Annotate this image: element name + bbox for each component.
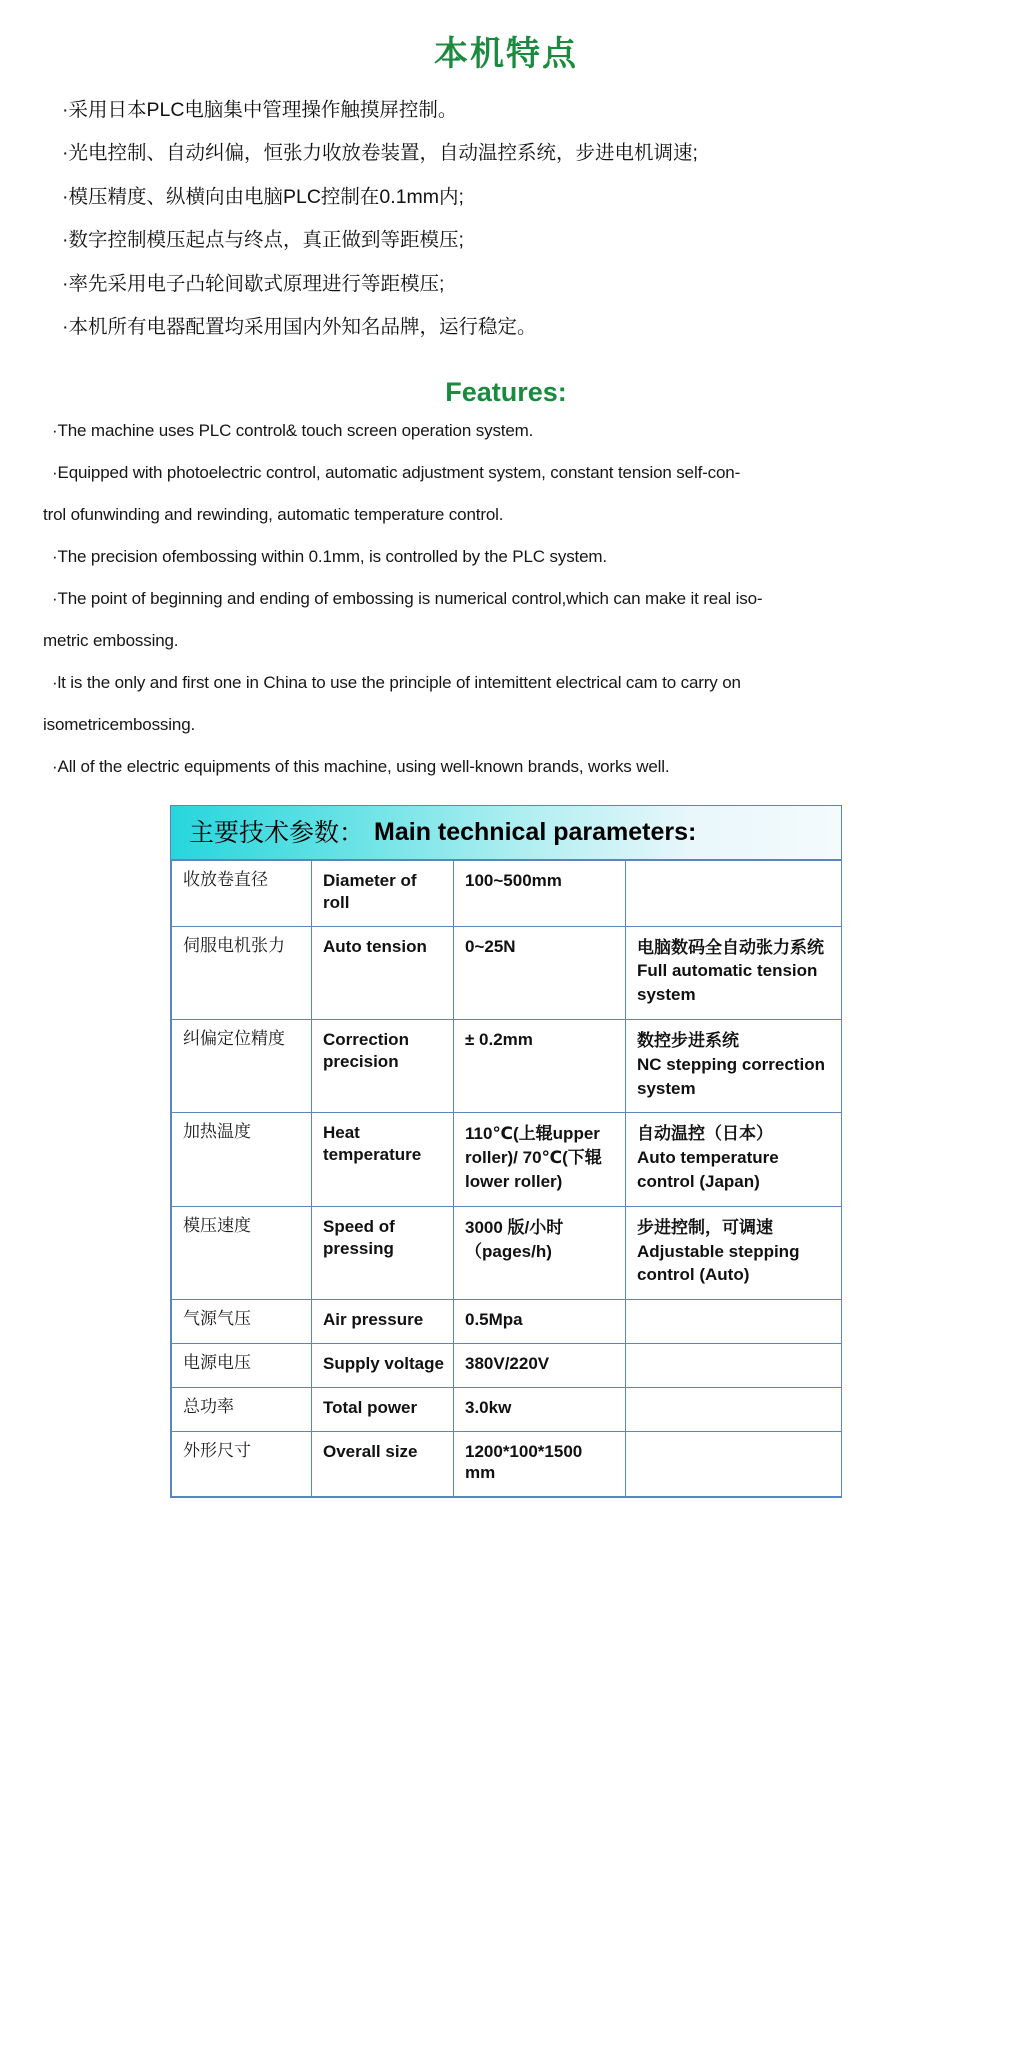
- table-row: [172, 926, 842, 1019]
- cell-text: 380V/220V: [465, 1354, 550, 1373]
- row-label-english: [312, 1113, 454, 1206]
- list-item: [0, 548, 1012, 565]
- list-item: ·光电控制、自动纠偏，恒张力收放卷装置，自动温控系统，步进电机调速;: [62, 142, 698, 165]
- cell-empty: [637, 1397, 832, 1411]
- list-item: [0, 674, 1012, 733]
- cell-text: 收放卷直径: [183, 870, 268, 891]
- table-row: [172, 1431, 842, 1497]
- cell-text: 气源气压: [183, 1309, 251, 1330]
- row-note: [626, 1206, 842, 1299]
- table-row: [172, 1113, 842, 1206]
- list-item: [0, 758, 1012, 775]
- cell-note-english: Full automatic tension system: [637, 961, 818, 1005]
- cell-text: Diameter of roll: [323, 871, 417, 912]
- cell-empty: [637, 1353, 832, 1367]
- row-value: [454, 861, 626, 927]
- cell-text: Correction precision: [323, 1030, 409, 1071]
- list-item-line1: ·The machine uses PLC control& touch screen operation system.: [52, 421, 534, 441]
- cell-text: Total power: [323, 1397, 418, 1417]
- cell-text: Speed of pressing: [323, 1216, 395, 1258]
- chinese-feature-list: [0, 75, 1012, 338]
- row-note: [626, 1387, 842, 1431]
- cell-text: 1200*100*1500 mm: [465, 1441, 583, 1483]
- table-header-label-english: Main technical parameters:: [374, 818, 697, 847]
- cell-text: 总功率: [183, 1396, 234, 1417]
- cell-text: 加热温度: [183, 1122, 251, 1143]
- cell-text: Auto tension: [323, 936, 427, 956]
- row-value: [454, 1020, 626, 1113]
- cell-note-chinese: 步进控制，可调速: [637, 1217, 773, 1237]
- english-feature-list: [0, 414, 1012, 775]
- list-item-line1: ·lt is the only and first one in China to use the principle of intemittent electrical cam to carry on: [52, 673, 741, 693]
- row-note: [626, 861, 842, 927]
- cell-text: Overall size: [323, 1441, 418, 1461]
- parameters-grid: [171, 860, 842, 1497]
- list-item: [0, 464, 1012, 523]
- table-row: [172, 1300, 842, 1344]
- list-item-line2: isometricembossing.: [43, 715, 196, 735]
- table-header-label-chinese: 主要技术参数：: [189, 818, 365, 848]
- row-label-chinese: [172, 1206, 312, 1299]
- row-label-english: [312, 1344, 454, 1388]
- cell-text: ± 0.2mm: [465, 1030, 533, 1050]
- row-label-chinese: [172, 926, 312, 1019]
- cell-text: 3000 版/小时 （pages/h): [465, 1217, 564, 1261]
- parameters-body: [172, 861, 842, 1497]
- row-label-english: [312, 1206, 454, 1299]
- row-label-chinese: [172, 1344, 312, 1388]
- row-note: [626, 1020, 842, 1113]
- cell-text: Heat temperature: [323, 1123, 422, 1165]
- cell-note-english: Auto temperature control (Japan): [637, 1148, 779, 1192]
- row-note: [626, 1113, 842, 1206]
- cell-empty: [637, 1441, 832, 1455]
- page-title-chinese: 本机特点: [434, 35, 578, 73]
- cell-note-english: NC stepping correction system: [637, 1054, 825, 1098]
- list-item: [0, 422, 1012, 439]
- row-value: [454, 1300, 626, 1344]
- row-label-chinese: [172, 861, 312, 927]
- cell-text: 模压速度: [183, 1215, 251, 1236]
- row-label-english: [312, 1300, 454, 1344]
- table-row: [172, 1020, 842, 1113]
- row-note: [626, 1300, 842, 1344]
- list-item-line2: metric embossing.: [43, 631, 179, 651]
- cell-note-english: Adjustable stepping control (Auto): [637, 1241, 800, 1285]
- list-item: ·率先采用电子凸轮间歇式原理进行等距模压;: [62, 272, 445, 295]
- row-note: [626, 926, 842, 1019]
- row-label-english: [312, 1431, 454, 1497]
- cell-note-chinese: 自动温控（日本）: [637, 1124, 773, 1144]
- cell-text: 0~25N: [465, 936, 516, 956]
- list-item: ·模压精度、纵横向由电脑PLC控制在0.1mm内;: [62, 185, 464, 208]
- list-item-line1: ·All of the electric equipments of this machine, using well-known brands, works well.: [52, 757, 670, 777]
- list-item: ·本机所有电器配置均采用国内外知名品牌，运行稳定。: [62, 316, 537, 339]
- cell-text: 0.5Mpa: [465, 1310, 523, 1330]
- table-row: [172, 1206, 842, 1299]
- row-label-english: [312, 1020, 454, 1113]
- cell-text: Supply voltage: [323, 1354, 444, 1373]
- cell-empty: [637, 1309, 832, 1323]
- row-label-chinese: [172, 1387, 312, 1431]
- row-value: [454, 1387, 626, 1431]
- list-item: ·采用日本PLC电脑集中管理操作触摸屏控制。: [62, 98, 458, 121]
- row-value: [454, 1113, 626, 1206]
- cell-text: 100~500mm: [465, 871, 562, 891]
- technical-parameters-table: [170, 805, 842, 1498]
- row-value: [454, 1206, 626, 1299]
- table-row: [172, 1387, 842, 1431]
- cell-text: 3.0kw: [465, 1397, 512, 1417]
- row-label-chinese: [172, 1020, 312, 1113]
- page-title-english: Features:: [445, 376, 567, 407]
- row-note: [626, 1431, 842, 1497]
- table-row: [172, 1344, 842, 1388]
- list-item: [0, 590, 1012, 649]
- cell-note-chinese: 电脑数码全自动张力系统: [637, 937, 824, 957]
- list-item-line1: ·The point of beginning and ending of embossing is numerical control,which can make it real iso-: [52, 589, 763, 609]
- table-header-banner: [171, 806, 841, 860]
- row-label-english: [312, 926, 454, 1019]
- row-value: [454, 1431, 626, 1497]
- list-item: ·数字控制模压起点与终点，真正做到等距模压;: [62, 229, 464, 252]
- cell-text: 纠偏定位精度: [183, 1029, 285, 1050]
- row-value: [454, 926, 626, 1019]
- row-note: [626, 1344, 842, 1388]
- row-label-english: [312, 1387, 454, 1431]
- row-label-english: [312, 861, 454, 927]
- cell-text: 外形尺寸: [183, 1440, 251, 1461]
- table-row: [172, 861, 842, 927]
- list-item-line2: trol ofunwinding and rewinding, automatic temperature control.: [43, 505, 504, 525]
- cell-text: 110℃(上辊upper roller)/ 70℃(下辊lower roller): [465, 1124, 602, 1192]
- row-label-chinese: [172, 1300, 312, 1344]
- list-item-line1: ·The precision ofembossing within 0.1mm, is controlled by the PLC system.: [52, 547, 608, 567]
- cell-text: 电源电压: [183, 1353, 251, 1373]
- row-label-chinese: [172, 1431, 312, 1497]
- row-label-chinese: [172, 1113, 312, 1206]
- cell-note-chinese: 数控步进系统: [637, 1031, 739, 1051]
- list-item-line1: ·Equipped with photoelectric control, automatic adjustment system, constant tension self-con-: [52, 463, 741, 483]
- row-value: [454, 1344, 626, 1388]
- cell-text: 伺服电机张力: [183, 935, 285, 956]
- cell-text: Air pressure: [323, 1310, 424, 1330]
